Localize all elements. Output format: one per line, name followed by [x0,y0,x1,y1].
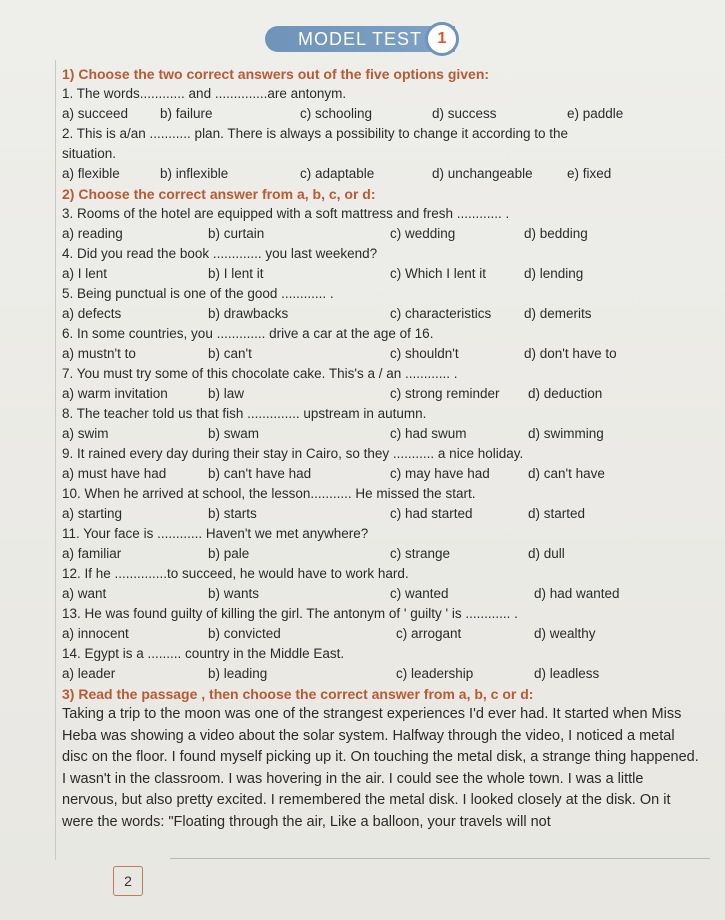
option-d[interactable]: d) deduction [528,386,603,401]
option-a[interactable]: a) warm invitation [62,386,168,401]
footer-divider [170,858,710,859]
option-c[interactable]: c) had started [390,506,473,521]
option-b[interactable]: b) law [208,386,245,401]
option-b[interactable]: b) starts [208,506,257,521]
option-a[interactable]: a) want [62,586,107,601]
option-d[interactable]: d) wealthy [534,626,596,641]
options-row [62,464,712,484]
question-7: 7. You must try some of this chocolate cake. This's a / an ............ . [62,366,458,381]
option-c[interactable]: c) strange [390,546,451,561]
question-11: 11. Your face is ............ Haven't we met anywhere? [62,526,369,541]
question-8: 8. The teacher told us that fish .............. upstream in autumn. [62,406,427,421]
option-b[interactable]: b) pale [208,546,250,561]
option-c[interactable]: c) Which I lent it [390,266,487,281]
question-4: 4. Did you read the book ............. you last weekend? [62,246,378,261]
options-row [62,584,712,604]
option-d[interactable]: d) leadless [534,666,600,681]
section-1-heading: 1) Choose the two correct answers out of the five options given: [62,66,490,82]
questions-area [62,64,712,833]
option-d[interactable]: d) lending [524,266,584,281]
options-row [62,504,712,524]
option-b[interactable]: b) swam [208,426,260,441]
options-row [62,544,712,564]
option-c[interactable]: c) had swum [390,426,467,441]
question-6: 6. In some countries, you ............. drive a car at the age of 16. [62,326,434,341]
test-number-badge: 1 [425,22,459,56]
option-d[interactable]: d) don't have to [524,346,617,361]
option-a[interactable]: a) reading [62,226,123,241]
options-row [62,304,712,324]
page-number: 2 [113,866,143,896]
option-b[interactable]: b) I lent it [208,266,264,281]
option-d[interactable]: d) started [528,506,586,521]
option-e[interactable]: e) fixed [567,166,612,181]
option-d[interactable]: d) can't have [528,466,605,481]
option-c[interactable]: c) wedding [390,226,456,241]
option-e[interactable]: e) paddle [567,106,624,121]
option-c[interactable]: c) wanted [390,586,449,601]
option-b[interactable]: b) curtain [208,226,265,241]
option-b[interactable]: b) can't [208,346,252,361]
options-row [62,664,712,684]
option-a[interactable]: a) innocent [62,626,129,641]
options-row [62,164,712,184]
option-a[interactable]: a) starting [62,506,123,521]
option-b[interactable]: b) wants [208,586,260,601]
option-a[interactable]: a) must have had [62,466,167,481]
question-2: 2. This is a/an ........... plan. There is always a possibility to change it according to the situation. [62,126,569,161]
question-12: 12. If he ..............to succeed, he would have to work hard. [62,566,409,581]
title-label: MODEL TEST [265,26,455,52]
option-b[interactable]: b) drawbacks [208,306,289,321]
option-c[interactable]: c) leadership [396,666,474,681]
question-13: 13. He was found guilty of killing the girl. The antonym of ' guilty ' is ............ . [62,606,518,621]
option-a[interactable]: a) defects [62,306,122,321]
title-banner [265,22,485,56]
option-c[interactable]: c) schooling [300,106,373,121]
question-10: 10. When he arrived at school, the lesson........... He missed the start. [62,486,476,501]
option-d[interactable]: d) swimming [528,426,604,441]
reading-passage: Taking a trip to the moon was one of the strangest experiences I'd ever had. It started when Miss Heba was showing a video about the solar system. Halfway through the video, I noticed a metal disc on the floor. I found myself picking up it. On touching the metal disk, a strange thing happened. I wasn't in the classroom. I was hovering in the air. I could see the whole town. I was a little nervous, but also pretty excited. I remembered the metal disk. I looked closely at the disk. On it were the words: "Floating through the air, Like a balloon, your travels will not [62,706,699,830]
question-14: 14. Egypt is a ......... country in the Middle East. [62,646,345,661]
option-c[interactable]: c) characteristics [390,306,492,321]
margin-line [55,60,56,860]
option-d[interactable]: d) bedding [524,226,588,241]
question-3: 3. Rooms of the hotel are equipped with a soft mattress and fresh ............ . [62,206,510,221]
option-a[interactable]: a) swim [62,426,109,441]
options-row [62,624,712,644]
option-b[interactable]: b) convicted [208,626,281,641]
option-b[interactable]: b) failure [160,106,213,121]
options-row [62,104,712,124]
question-9: 9. It rained every day during their stay in Cairo, so they ........... a nice holiday. [62,446,524,461]
options-row [62,424,712,444]
section-2-heading: 2) Choose the correct answer from a, b, c, or d: [62,186,376,202]
option-c[interactable]: c) adaptable [300,166,375,181]
option-a[interactable]: a) I lent [62,266,108,281]
option-c[interactable]: c) strong reminder [390,386,500,401]
option-a[interactable]: a) leader [62,666,116,681]
option-d[interactable]: d) unchangeable [432,166,533,181]
question-1: 1. The words............ and ..............are antonym. [62,86,347,101]
option-a[interactable]: a) succeed [62,106,129,121]
option-d[interactable]: d) demerits [524,306,592,321]
option-a[interactable]: a) flexible [62,166,120,181]
option-a[interactable]: a) familiar [62,546,122,561]
option-d[interactable]: d) dull [528,546,565,561]
option-c[interactable]: c) arrogant [396,626,462,641]
option-b[interactable]: b) can't have had [208,466,312,481]
section-3-heading: 3) Read the passage , then choose the correct answer from a, b, c or d: [62,686,534,702]
option-b[interactable]: b) leading [208,666,268,681]
options-row [62,224,712,244]
options-row [62,264,712,284]
question-5: 5. Being punctual is one of the good ............ . [62,286,334,301]
option-c[interactable]: c) may have had [390,466,490,481]
option-a[interactable]: a) mustn't to [62,346,136,361]
option-d[interactable]: d) had wanted [534,586,620,601]
option-c[interactable]: c) shouldn't [390,346,459,361]
option-b[interactable]: b) inflexible [160,166,229,181]
options-row [62,384,712,404]
options-row [62,344,712,364]
option-d[interactable]: d) success [432,106,497,121]
